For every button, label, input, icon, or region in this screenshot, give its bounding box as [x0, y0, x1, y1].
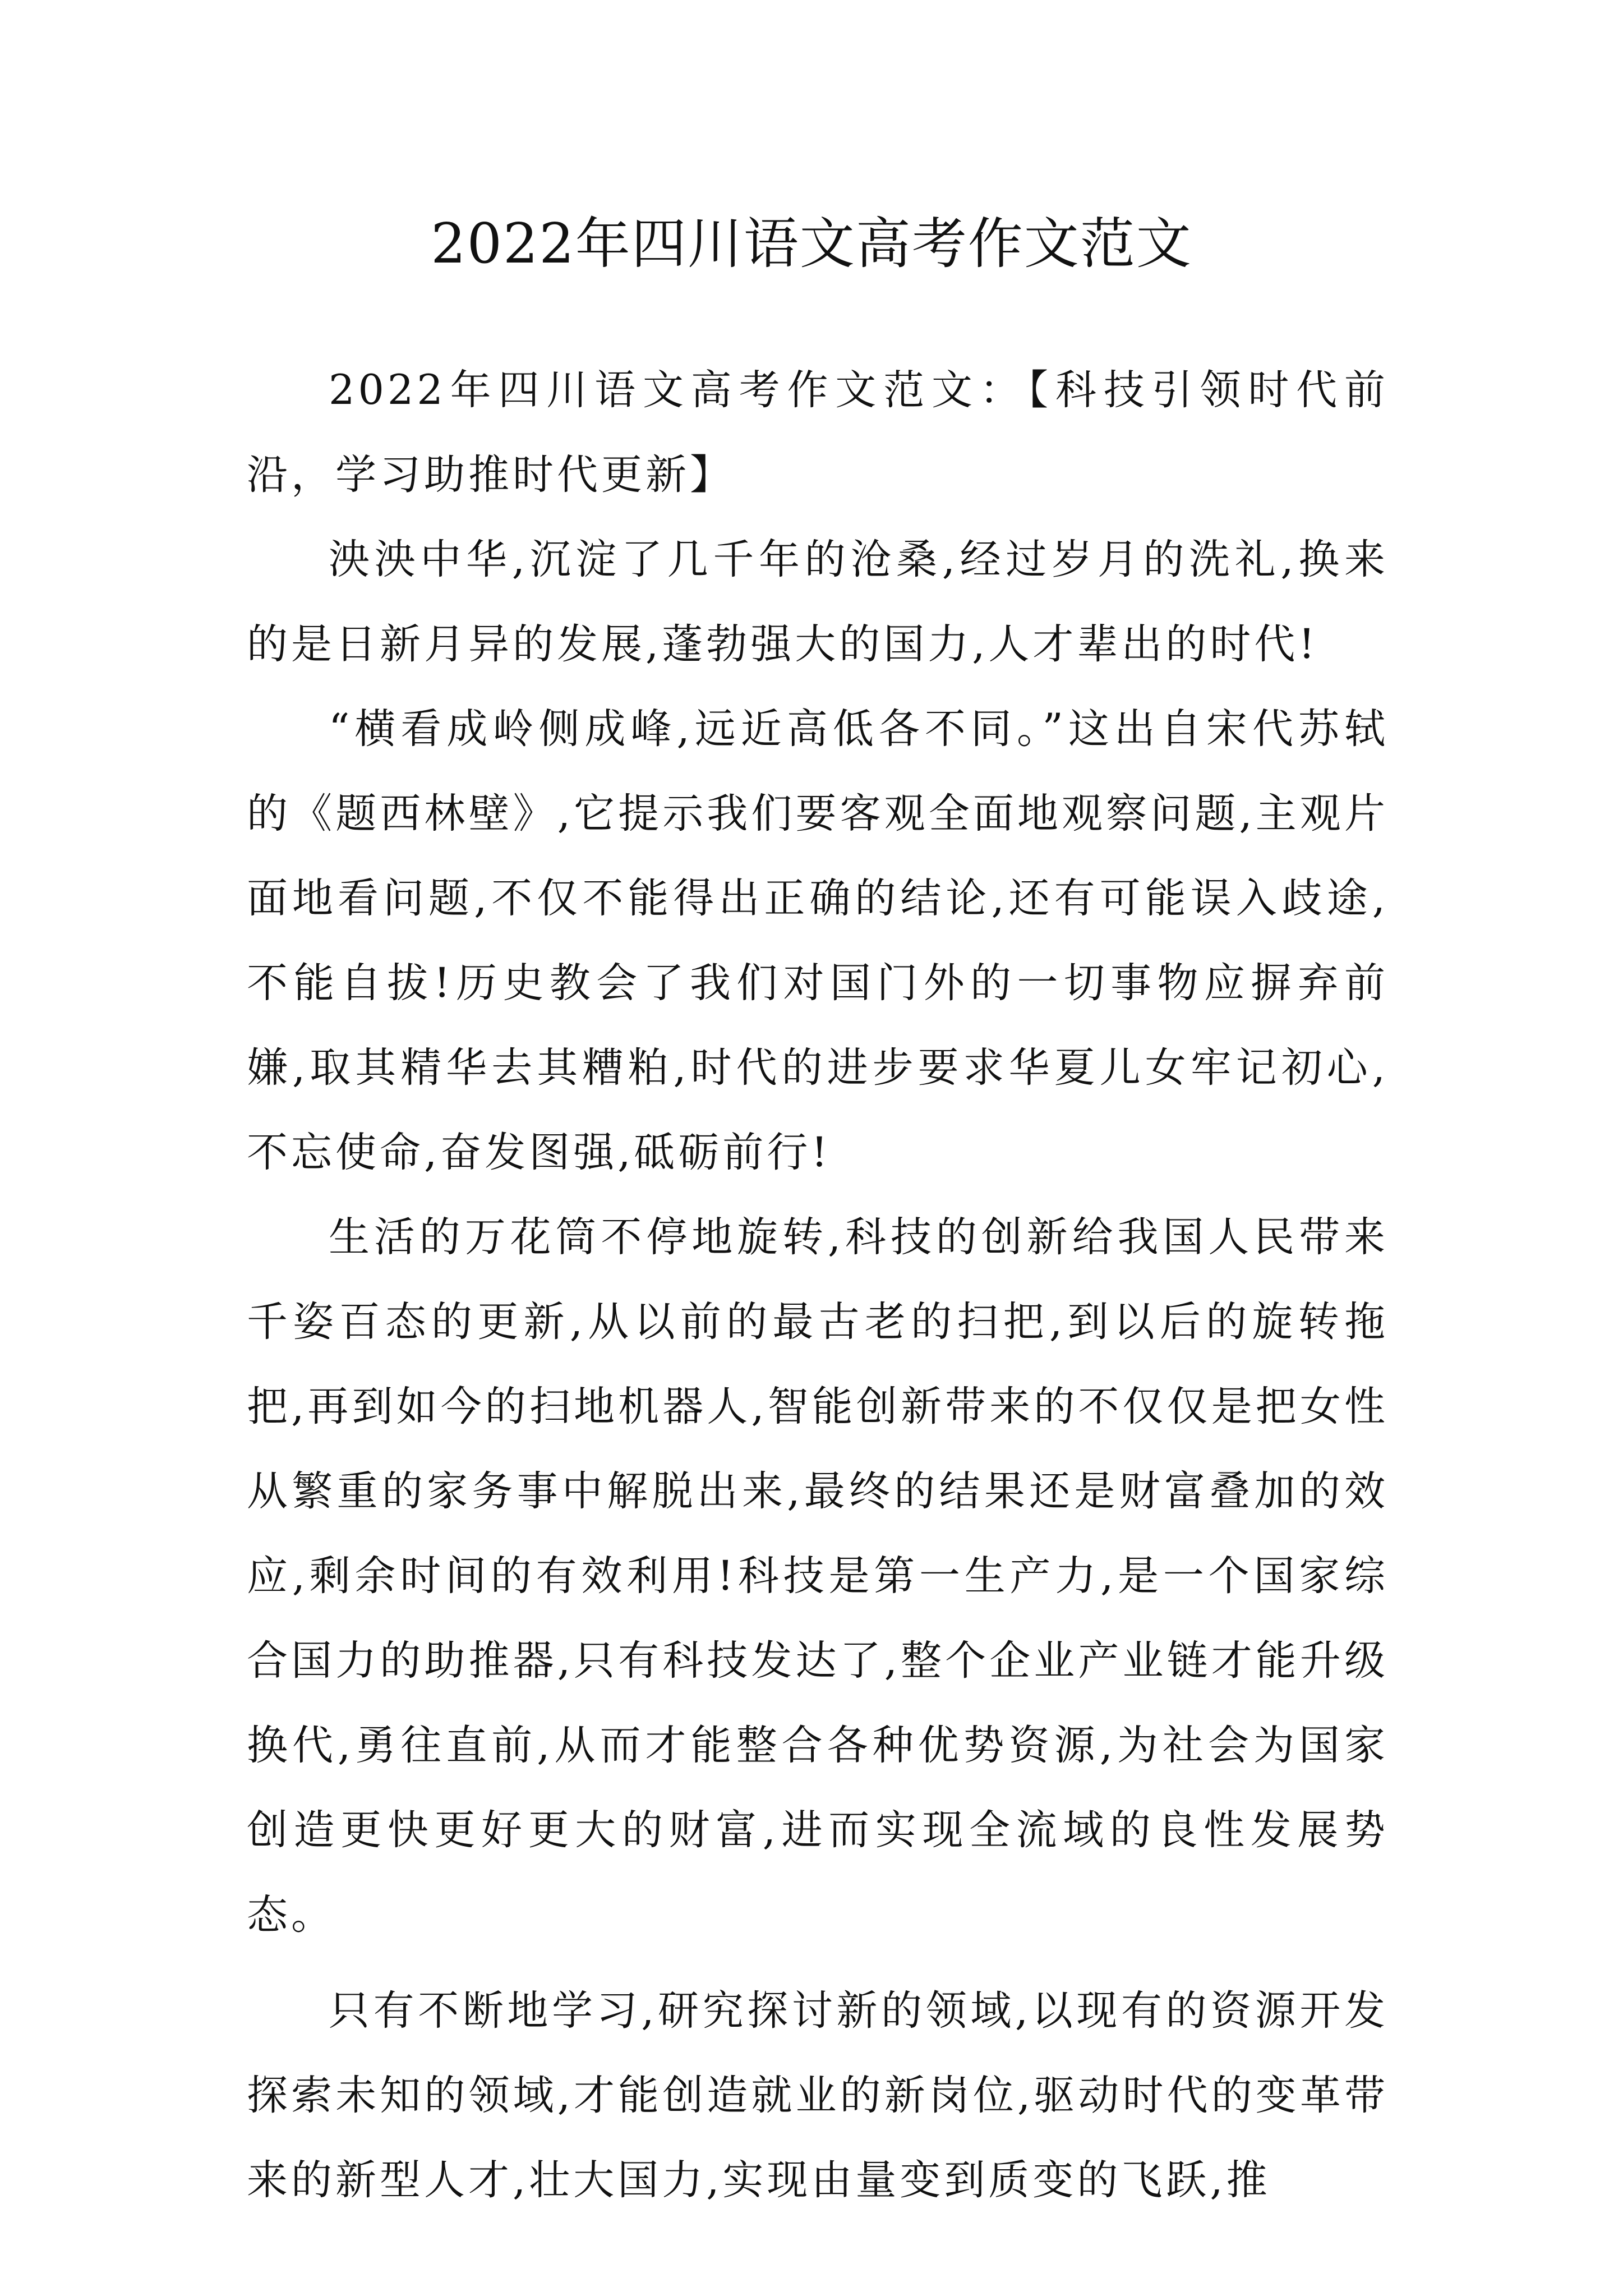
paragraph-subtitle: 2022年四川语文高考作文范文：【科技引领时代前沿，学习助推时代更新】: [247, 366, 1389, 499]
document-title: 2022年四川语文高考作文范文: [431, 212, 1192, 276]
paragraph: 生活的万花筒不停地旋转,科技的创新给我国人民带来千姿百态的更新,从以前的最古老的扫把,到以后的旋转拖把,再到如今的扫地机器人,智能创新带来的不仅仅是把女性从繁重的家务事中解脱出来,最终的结果还是财富叠加的效应,剩余时间的有效利用!科技是第一生产力,是一个国家综合国力的助推器,只有科技发达了,整个企业产业链才能升级换代,勇往直前,从而才能整合各种优势资源,为社会为国家创造更快更好更大的财富,进而实现全流域的良性发展势态。: [247, 1213, 1389, 1939]
paragraph: 泱泱中华,沉淀了几千年的沧桑,经过岁月的洗礼,换来的是日新月异的发展,蓬勃强大的国力,人才辈出的时代!: [247, 536, 1389, 668]
paragraph: 只有不断地学习,研究探讨新的领域,以现有的资源开发探索未知的领域,才能创造就业的新岗位,驱动时代的变革带来的新型人才,壮大国力,实现由量变到质变的飞跃,推: [247, 1987, 1389, 2204]
document-body: [247, 348, 1389, 2223]
paragraph: “横看成岭侧成峰,远近高低各不同。”这出自宋代苏轼的《题西林壁》,它提示我们要客观全面地观察问题,主观片面地看问题,不仅不能得出正确的结论,还有可能误入歧途,不能自拔!历史教会了我们对国门外的一切事物应摒弃前嫌,取其精华去其糟粕,时代的进步要求华夏儿女牢记初心,不忘使命,奋发图强,砥砺前行!: [247, 705, 1389, 1176]
